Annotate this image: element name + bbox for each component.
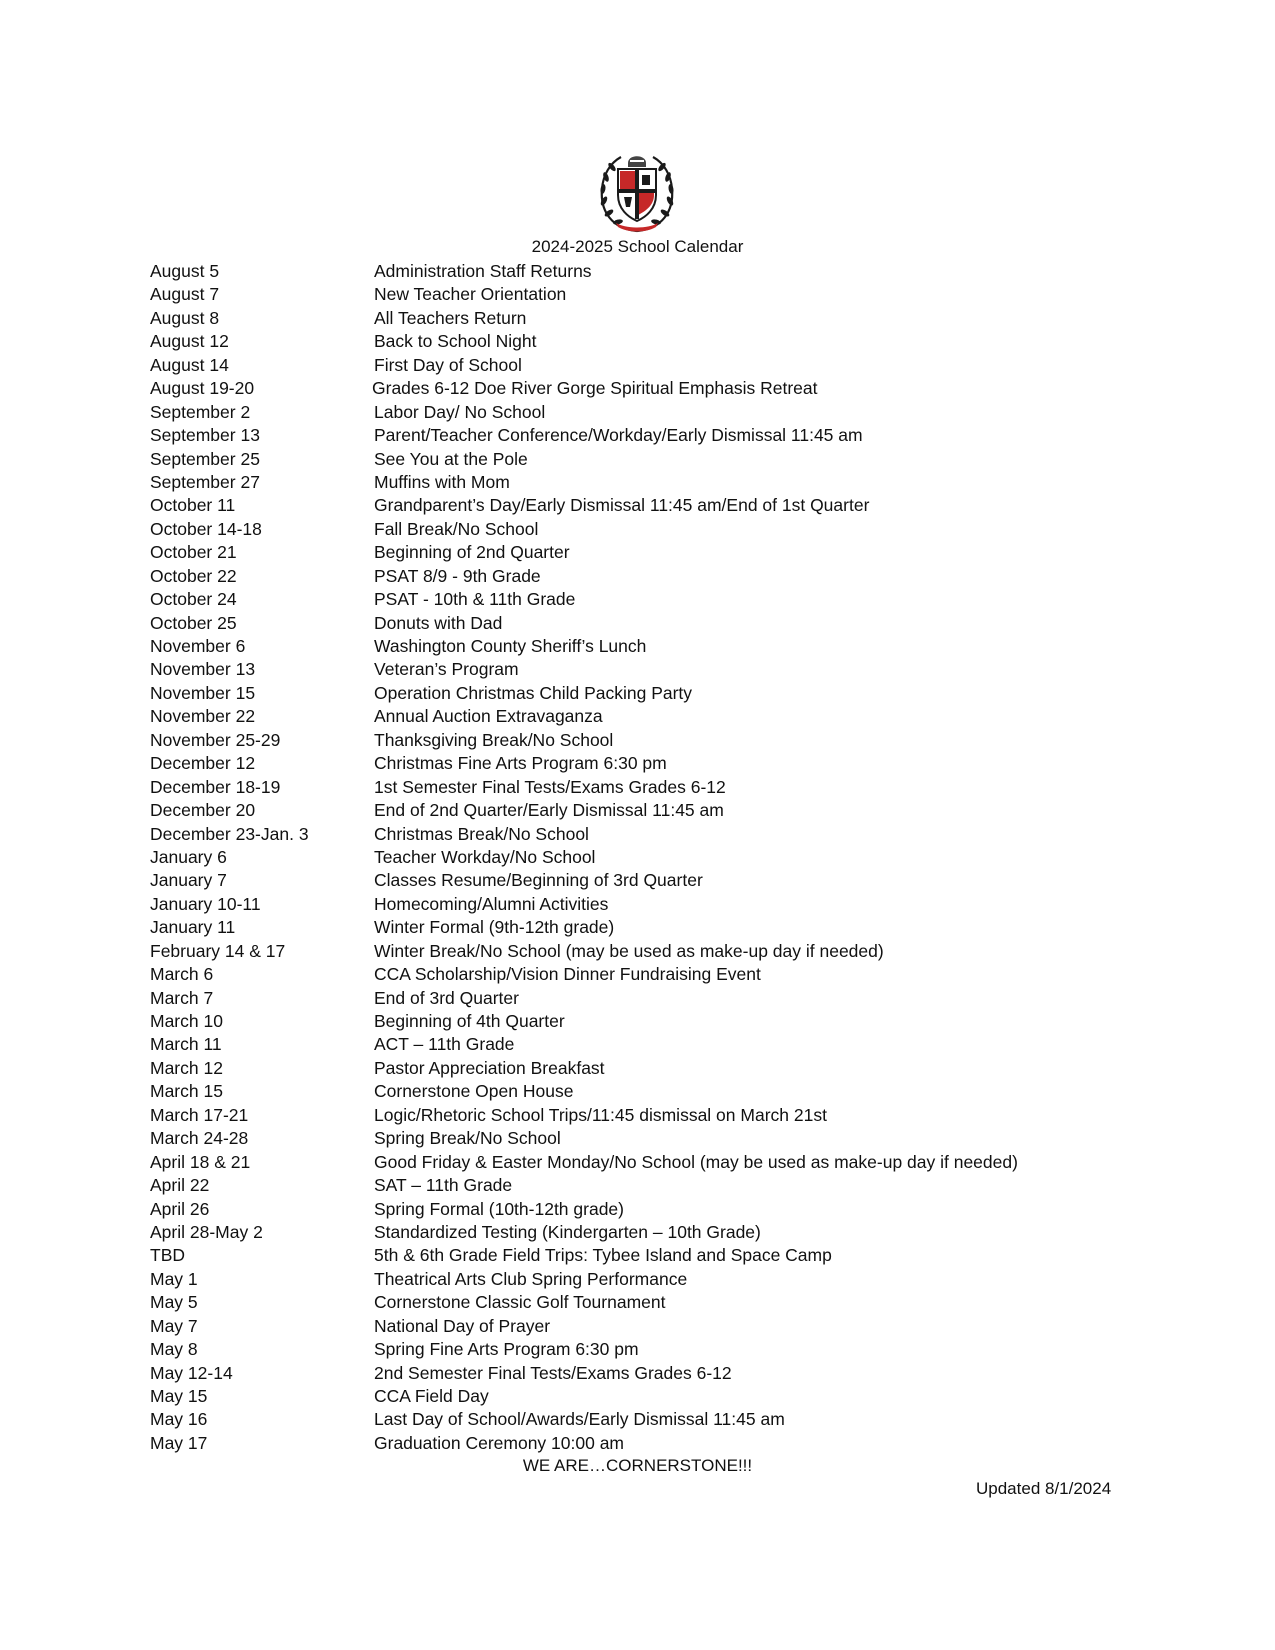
calendar-row <box>0 1291 1275 1314</box>
event-date: January 10-11 <box>150 893 261 914</box>
event-description: New Teacher Orientation <box>374 284 567 305</box>
event-date: September 27 <box>150 471 260 492</box>
event-date: May 7 <box>150 1315 198 1336</box>
calendar-row <box>0 729 1275 752</box>
event-description: Standardized Testing (Kindergarten – 10th Grade) <box>374 1221 761 1242</box>
calendar-row <box>0 987 1275 1010</box>
event-description: Operation Christmas Child Packing Party <box>374 682 693 703</box>
event-description: All Teachers Return <box>374 307 527 328</box>
page-title: 2024-2025 School Calendar <box>531 237 744 256</box>
event-description: Back to School Night <box>374 331 537 352</box>
event-description: Grandparent’s Day/Early Dismissal 11:45 am/End of 1st Quarter <box>374 495 870 516</box>
calendar-row <box>0 1080 1275 1103</box>
calendar-row <box>0 471 1275 494</box>
event-description: Classes Resume/Beginning of 3rd Quarter <box>374 870 703 891</box>
event-description: Spring Break/No School <box>374 1128 561 1149</box>
calendar-list <box>0 260 1275 1455</box>
event-description: End of 3rd Quarter <box>374 987 519 1008</box>
event-date: April 18 & 21 <box>150 1151 251 1172</box>
calendar-row <box>0 1268 1275 1291</box>
event-description: 2nd Semester Final Tests/Exams Grades 6-12 <box>374 1362 732 1383</box>
event-date: March 7 <box>150 987 214 1008</box>
event-date: May 16 <box>150 1409 208 1430</box>
calendar-row <box>0 1362 1275 1385</box>
event-date: October 11 <box>150 495 236 516</box>
event-description: Last Day of School/Awards/Early Dismissal 11:45 am <box>374 1409 785 1430</box>
event-date: December 20 <box>150 800 256 821</box>
event-date: August 8 <box>150 307 220 328</box>
calendar-row <box>0 1010 1275 1033</box>
event-date: May 15 <box>150 1386 208 1406</box>
event-date: March 6 <box>150 964 214 985</box>
event-date: January 7 <box>150 870 227 891</box>
calendar-row <box>0 1408 1275 1431</box>
event-description: 5th & 6th Grade Field Trips: Tybee Island and Space Camp <box>374 1245 832 1266</box>
event-date: October 24 <box>150 589 237 610</box>
calendar-row <box>0 1174 1275 1197</box>
calendar-row <box>0 635 1275 658</box>
event-date: December 18-19 <box>150 776 281 797</box>
event-description: Christmas Break/No School <box>374 823 589 844</box>
event-date: March 10 <box>150 1011 223 1031</box>
event-description: PSAT 8/9 - 9th Grade <box>374 565 541 586</box>
calendar-row <box>0 1338 1275 1361</box>
event-description: Graduation Ceremony 10:00 am <box>374 1432 624 1453</box>
event-date: October 14-18 <box>150 518 262 539</box>
event-date: August 19-20 <box>150 378 255 399</box>
calendar-row <box>0 705 1275 728</box>
calendar-row <box>0 1244 1275 1267</box>
event-description: National Day of Prayer <box>374 1315 551 1336</box>
event-date: August 12 <box>150 331 229 352</box>
calendar-row <box>0 1033 1275 1056</box>
calendar-row <box>0 869 1275 892</box>
school-crest-logo <box>594 149 680 235</box>
calendar-row <box>0 588 1275 611</box>
event-description: Christmas Fine Arts Program 6:30 pm <box>374 753 667 774</box>
event-description: Labor Day/ No School <box>374 401 546 422</box>
event-date: April 22 <box>150 1175 210 1196</box>
event-date: March 11 <box>150 1034 222 1055</box>
event-date: May 12-14 <box>150 1362 233 1383</box>
calendar-row <box>0 260 1275 283</box>
calendar-row <box>0 1198 1275 1221</box>
event-description: Thanksgiving Break/No School <box>374 729 614 750</box>
calendar-row <box>0 307 1275 330</box>
calendar-row <box>0 518 1275 541</box>
calendar-row <box>0 658 1275 681</box>
event-date: March 24-28 <box>150 1128 249 1149</box>
event-description: Parent/Teacher Conference/Workday/Early Dismissal 11:45 am <box>374 425 863 446</box>
event-date: May 1 <box>150 1268 198 1289</box>
calendar-row <box>0 1432 1275 1455</box>
event-description: Administration Staff Returns <box>374 261 592 281</box>
event-date: September 25 <box>150 448 260 469</box>
event-description: CCA Scholarship/Vision Dinner Fundraising Event <box>374 964 761 985</box>
calendar-row <box>0 377 1275 400</box>
calendar-row <box>0 565 1275 588</box>
calendar-row <box>0 963 1275 986</box>
event-description: Cornerstone Open House <box>374 1081 574 1102</box>
calendar-row <box>0 354 1275 377</box>
updated-date: Updated 8/1/2024 <box>976 1479 1112 1498</box>
event-date: October 22 <box>150 565 237 586</box>
event-date: May 5 <box>150 1292 198 1313</box>
calendar-row <box>0 1221 1275 1244</box>
event-date: August 5 <box>150 261 220 281</box>
event-description: First Day of School <box>374 354 522 375</box>
calendar-row <box>0 752 1275 775</box>
calendar-row <box>0 682 1275 705</box>
calendar-row <box>0 448 1275 471</box>
calendar-row <box>0 893 1275 916</box>
event-description: ACT – 11th Grade <box>374 1034 515 1055</box>
event-description: Cornerstone Classic Golf Tournament <box>374 1292 666 1313</box>
event-description: Good Friday & Easter Monday/No School (may be used as make-up day if needed) <box>374 1151 1018 1172</box>
event-description: Pastor Appreciation Breakfast <box>374 1057 605 1078</box>
calendar-row <box>0 1127 1275 1150</box>
calendar-row <box>0 940 1275 963</box>
event-date: October 21 <box>150 542 237 563</box>
calendar-row <box>0 424 1275 447</box>
school-motto: WE ARE…CORNERSTONE!!! <box>522 1456 753 1475</box>
calendar-row <box>0 1057 1275 1080</box>
calendar-row <box>0 1385 1275 1408</box>
event-date: September 2 <box>150 401 251 422</box>
event-date: April 28-May 2 <box>150 1221 263 1242</box>
event-description: Washington County Sheriff’s Lunch <box>374 636 647 656</box>
event-description: End of 2nd Quarter/Early Dismissal 11:45 am <box>374 800 724 821</box>
event-description: See You at the Pole <box>374 448 528 469</box>
event-date: November 6 <box>150 636 246 656</box>
event-description: Winter Formal (9th-12th grade) <box>374 917 615 938</box>
calendar-row <box>0 283 1275 306</box>
event-description: Theatrical Arts Club Spring Performance <box>374 1268 688 1289</box>
event-description: Annual Auction Extravaganza <box>374 706 603 727</box>
event-date: TBD <box>150 1245 185 1266</box>
calendar-row <box>0 541 1275 564</box>
event-description: Muffins with Mom <box>374 471 510 492</box>
event-description: 1st Semester Final Tests/Exams Grades 6-12 <box>374 776 726 797</box>
event-date: November 25-29 <box>150 729 281 750</box>
calendar-row <box>0 1315 1275 1338</box>
event-description: SAT – 11th Grade <box>374 1175 513 1196</box>
event-date: August 14 <box>150 354 229 375</box>
calendar-row <box>0 799 1275 822</box>
calendar-row <box>0 401 1275 424</box>
event-description: Winter Break/No School (may be used as make-up day if needed) <box>374 940 884 961</box>
event-date: November 22 <box>150 706 256 727</box>
event-description: Beginning of 2nd Quarter <box>374 542 570 563</box>
calendar-row <box>0 1104 1275 1127</box>
event-date: September 13 <box>150 425 260 446</box>
event-description: Beginning of 4th Quarter <box>374 1011 565 1031</box>
event-date: November 13 <box>150 659 256 680</box>
event-date: May 8 <box>150 1339 198 1360</box>
event-description: Fall Break/No School <box>374 518 539 539</box>
event-date: March 15 <box>150 1081 223 1102</box>
event-description: Donuts with Dad <box>374 612 503 633</box>
event-date: October 25 <box>150 612 237 633</box>
calendar-row <box>0 1151 1275 1174</box>
event-description: Grades 6-12 Doe River Gorge Spiritual Emphasis Retreat <box>372 378 818 399</box>
calendar-row <box>0 823 1275 846</box>
calendar-row <box>0 846 1275 869</box>
calendar-row <box>0 612 1275 635</box>
event-date: January 6 <box>150 846 227 867</box>
event-date: March 17-21 <box>150 1104 249 1125</box>
calendar-row <box>0 776 1275 799</box>
calendar-row <box>0 494 1275 517</box>
event-date: April 26 <box>150 1198 210 1219</box>
event-date: May 17 <box>150 1432 208 1453</box>
event-date: March 12 <box>150 1057 223 1078</box>
event-description: CCA Field Day <box>374 1386 489 1406</box>
event-date: January 11 <box>150 917 236 938</box>
event-description: PSAT - 10th & 11th Grade <box>374 589 576 610</box>
event-date: February 14 & 17 <box>150 940 286 961</box>
event-description: Spring Formal (10th-12th grade) <box>374 1198 624 1219</box>
event-date: December 23-Jan. 3 <box>150 823 309 844</box>
event-description: Veteran’s Program <box>374 659 519 680</box>
event-description: Homecoming/Alumni Activities <box>374 893 609 914</box>
event-date: November 15 <box>150 682 256 703</box>
calendar-row <box>0 330 1275 353</box>
calendar-row <box>0 916 1275 939</box>
event-description: Logic/Rhetoric School Trips/11:45 dismissal on March 21st <box>374 1104 827 1125</box>
event-date: December 12 <box>150 753 256 774</box>
event-description: Teacher Workday/No School <box>374 846 596 867</box>
event-description: Spring Fine Arts Program 6:30 pm <box>374 1339 639 1360</box>
event-date: August 7 <box>150 284 220 305</box>
